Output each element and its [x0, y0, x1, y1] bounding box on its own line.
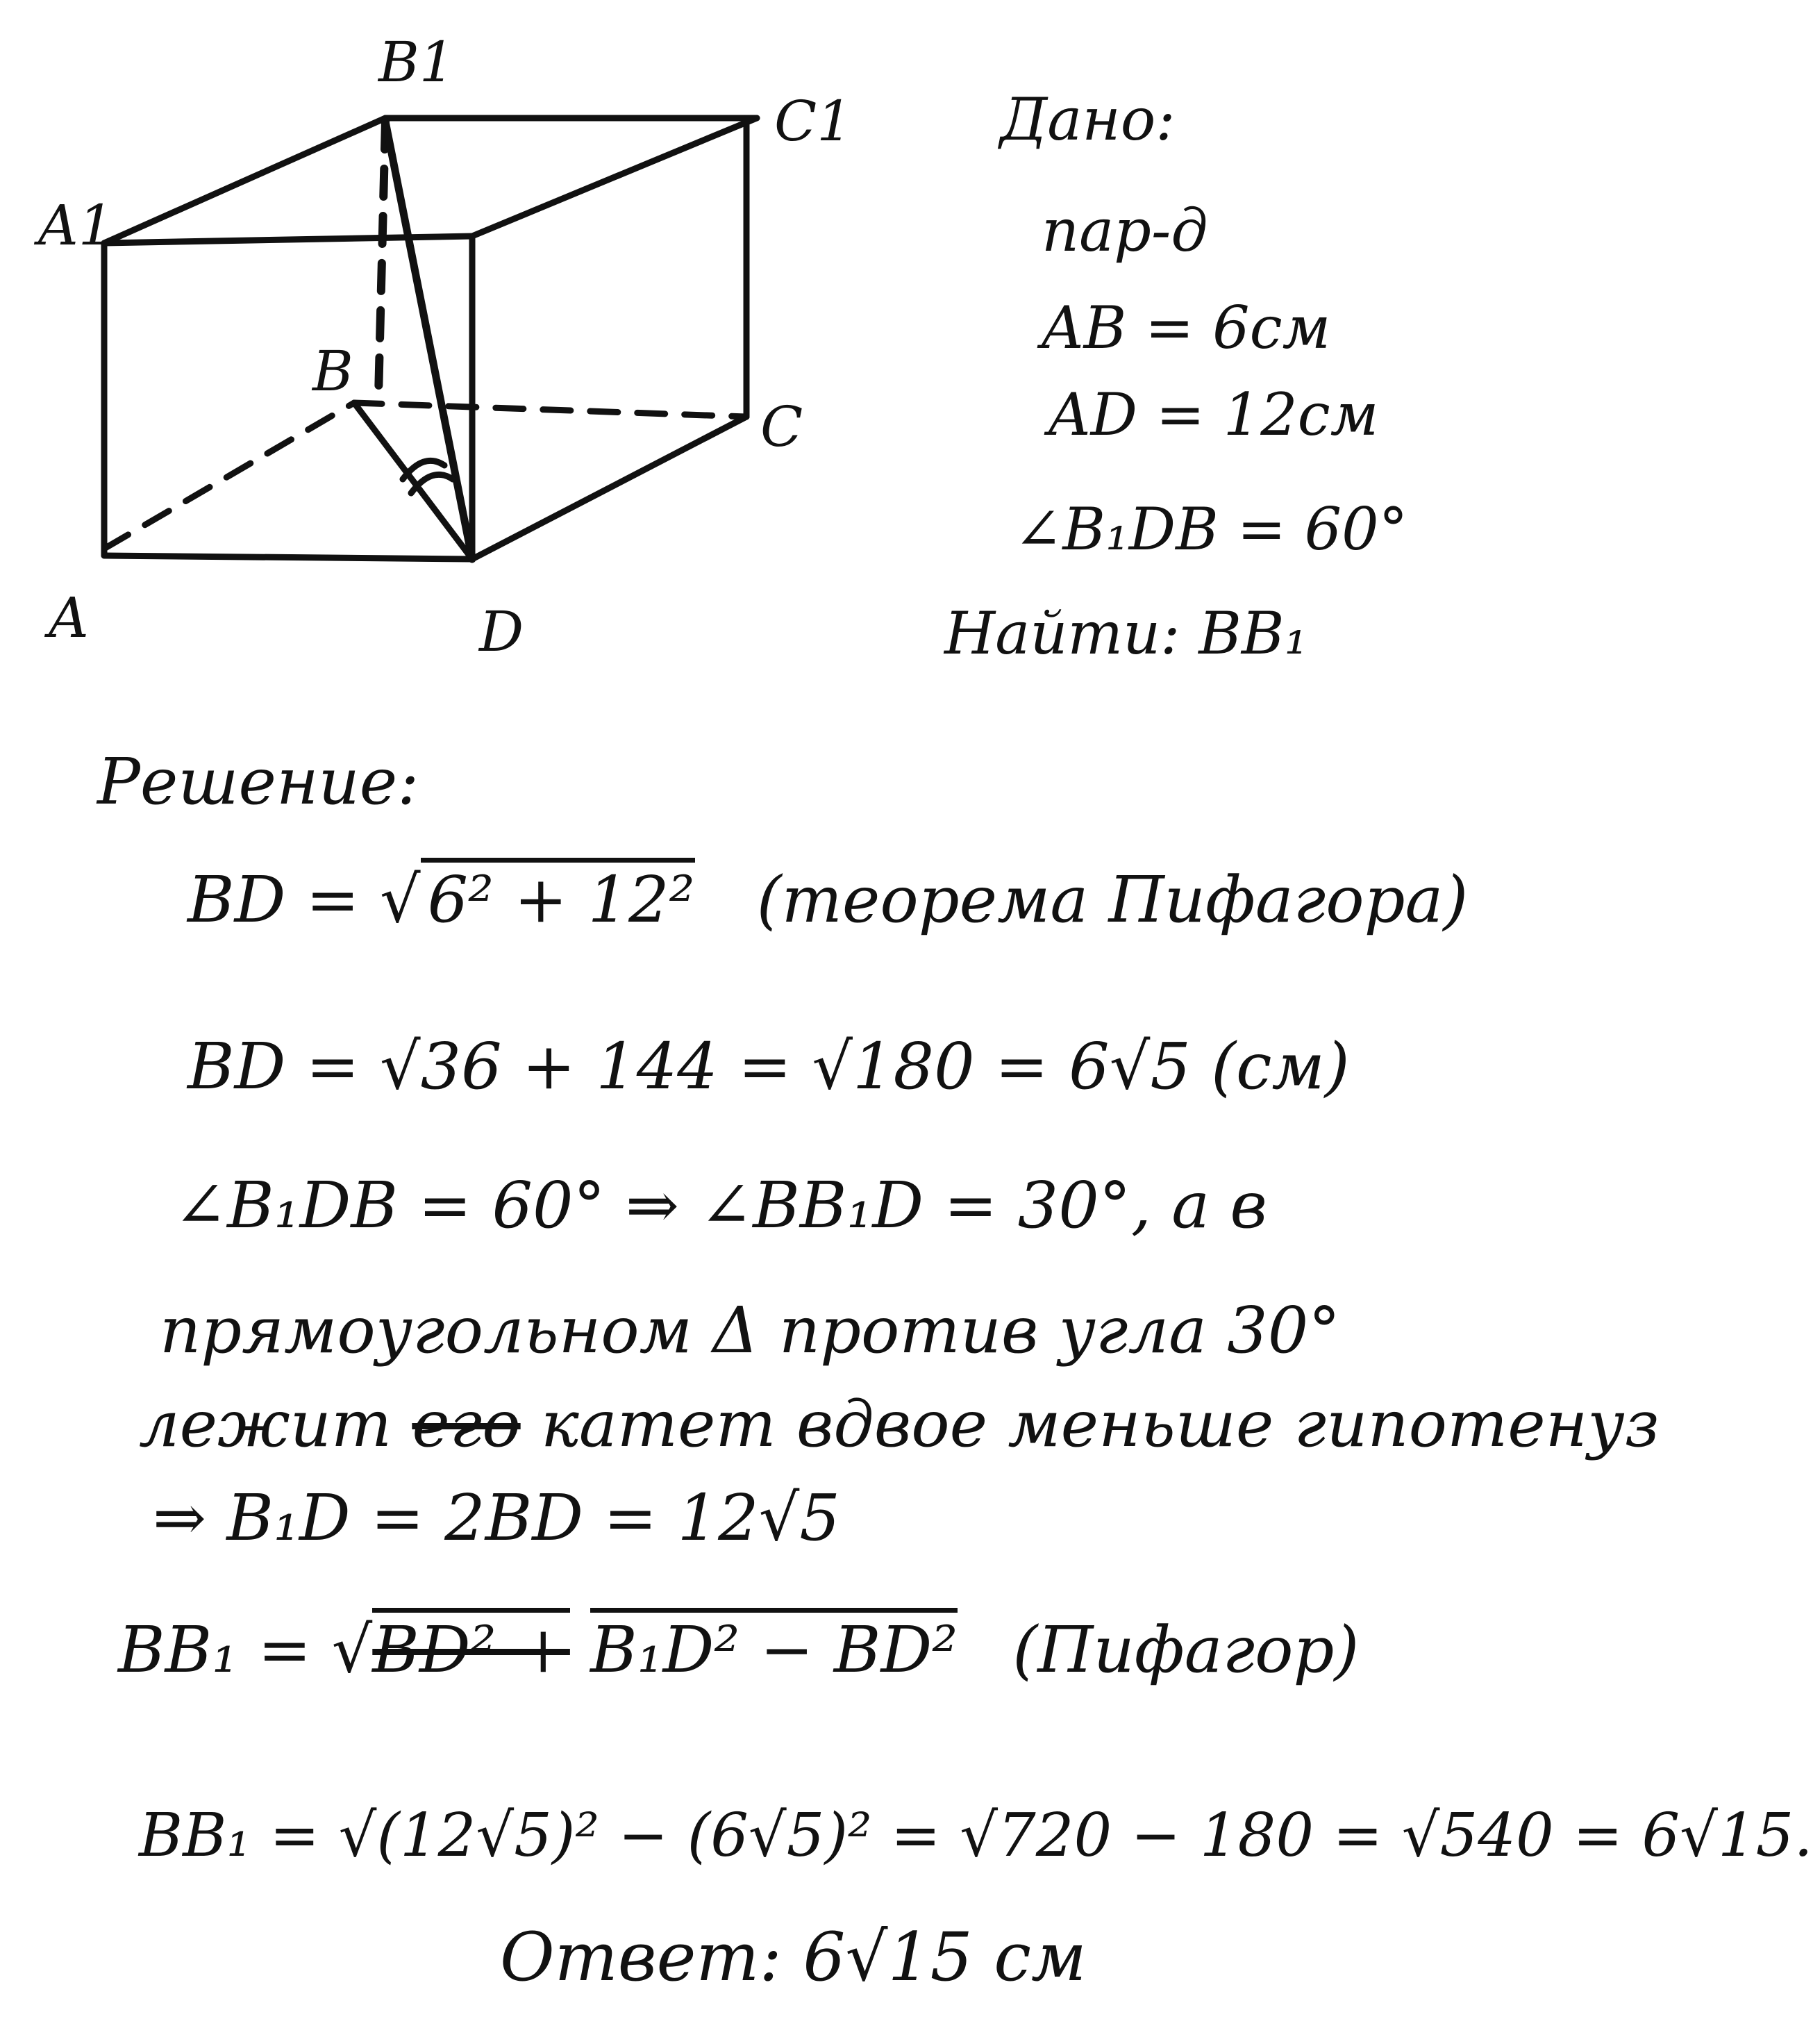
- line5-struck-word: его: [412, 1387, 521, 1461]
- angle-mark-2: [411, 474, 453, 493]
- label-a: A: [49, 585, 89, 650]
- line7-left: BB₁ = √: [118, 1613, 373, 1687]
- line7-struck-term: BD² +: [372, 1608, 570, 1687]
- given-shape: пар-д: [1042, 197, 1208, 265]
- line7-radicand: B₁D² − BD²: [590, 1608, 958, 1687]
- solution-line-1: [187, 863, 1469, 937]
- solution-line-7: [118, 1613, 1360, 1687]
- given-ab: AB = 6см: [1042, 294, 1331, 362]
- solution-line-4: прямоугольном Δ против угла 30°: [160, 1293, 1341, 1368]
- edge-a1-d1: [104, 236, 472, 243]
- given-ad: AD = 12см: [1048, 381, 1379, 449]
- given-find: Найти: BB₁: [944, 599, 1308, 667]
- edge-a1-b1: [104, 118, 385, 243]
- label-d: D: [479, 599, 524, 664]
- solution-title: Решение:: [97, 745, 419, 819]
- line5-a: лежит: [139, 1387, 392, 1461]
- edge-a-d: [104, 556, 472, 559]
- edge-d-c: [472, 417, 746, 559]
- solution-line-2: BD = √36 + 144 = √180 = 6√5 (см): [187, 1029, 1350, 1104]
- solution-line-8: BB₁ = √(12√5)² − (6√5)² = √720 − 180 = √540 = 6√15.: [139, 1801, 1813, 1870]
- line1-note: (теорема Пифагора): [756, 863, 1469, 937]
- solution-line-3: ∠B₁DB = 60° ⇒ ∠BB₁D = 30°, а в: [174, 1168, 1267, 1243]
- label-b: B: [312, 339, 353, 404]
- edge-b-c-hidden: [354, 403, 746, 417]
- line1-left: BD = √: [187, 863, 421, 937]
- segment-b1-d: [385, 122, 472, 559]
- label-a1: A1: [38, 193, 114, 258]
- edge-b-b1-hidden: [378, 122, 385, 396]
- answer: Ответ: 6√15 см: [500, 1918, 1087, 1996]
- label-c1: C1: [774, 89, 853, 153]
- line7-note: (Пифагор): [1012, 1613, 1360, 1687]
- line1-radicand: 6² + 12²: [421, 858, 695, 937]
- edge-d1-c1: [472, 118, 757, 236]
- label-c: C: [760, 394, 803, 459]
- solution-line-5: [139, 1387, 1660, 1461]
- given-title: Дано:: [1000, 85, 1176, 153]
- solution-line-6: ⇒ B₁D = 2BD = 12√5: [153, 1481, 840, 1555]
- line5-b: катет вдвое меньше гипотенуз: [540, 1387, 1660, 1461]
- label-b1: B1: [378, 30, 455, 94]
- given-angle: ∠B₁DB = 60°: [1014, 495, 1408, 563]
- edge-a-b-hidden: [104, 403, 354, 549]
